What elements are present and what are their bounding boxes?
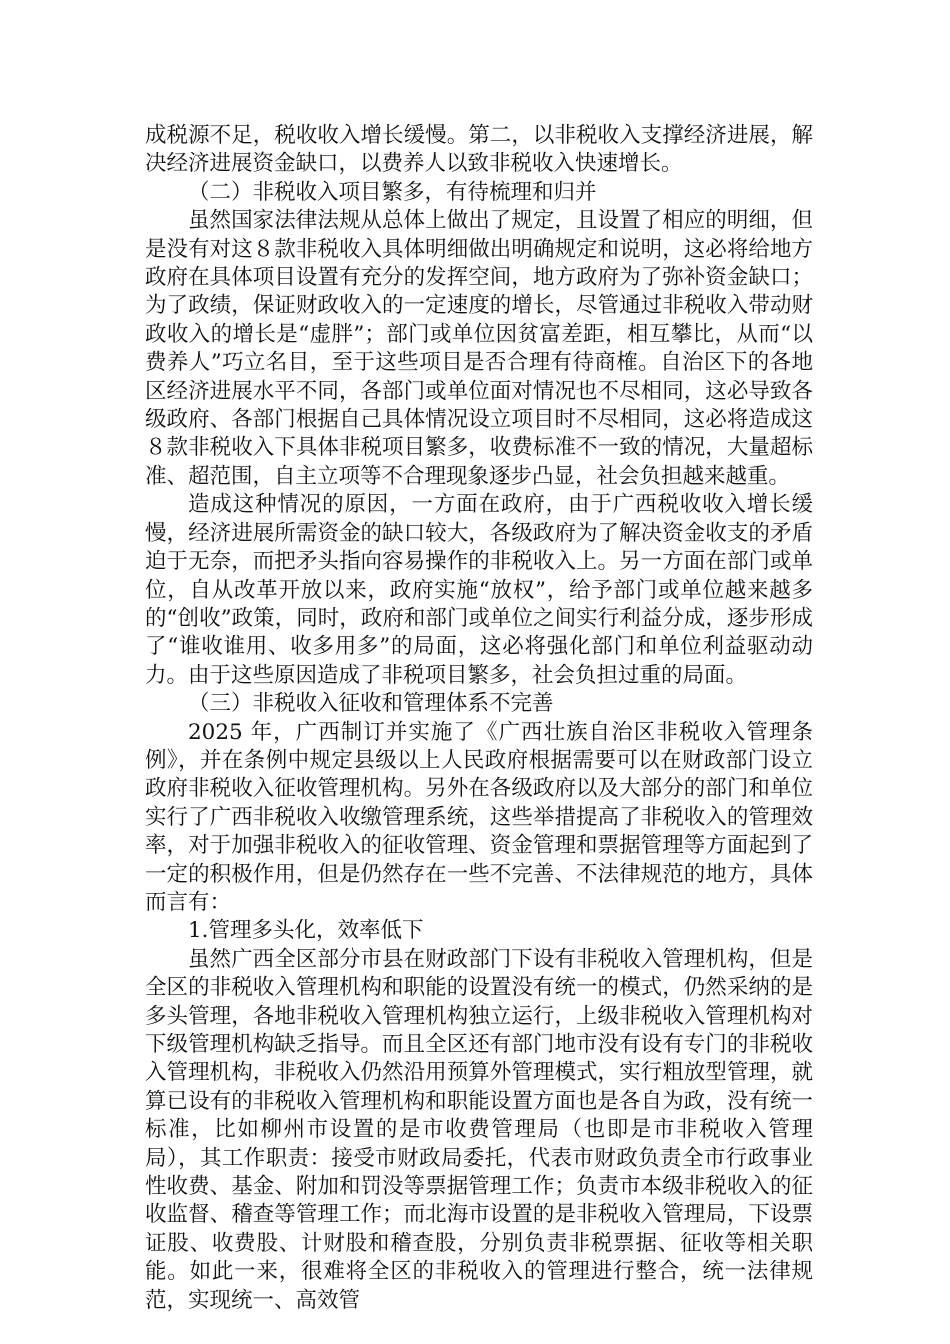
- paragraph: 造成这种情况的原因，一方面在政府，由于广西税收收入增长缓慢，经济进展所需资金的缺口较大，各级政府为了解决资金收支的矛盾迫于无奈，而把矛头指向容易操作的非税收入上。另一方面在部门或单位，自从改革开放以来，政府实施“放权”，给予部门或单位越来越多的“创收”政策，同时，政府和部门或单位之间实行利益分成，逐步形成了“谁收谁用、收多用多”的局面，这必将强化部门和单位利益驱动动力。由于这些原因造成了非税项目繁多，社会负担过重的局面。: [145, 492, 813, 688]
- paragraph: 虽然国家法律法规从总体上做出了规定，且设置了相应的明细，但是没有对这８款非税收入具体明细做出明确规定和说明，这必将给地方政府在具体项目设置有充分的发挥空间，地方政府为了弥补资金缺口；为了政绩，保证财政收入的一定速度的增长，尽管通过非税收入带动财政收入的增长是“虚胖”；部门或单位因贫富差距，相互攀比，从而“以费养人”巧立名目，至于这些项目是否合理有待商榷。自治区下的各地区经济进展水平不同，各部门或单位面对情况也不尽相同，这必导致各级政府、各部门根据自己具体情况设立项目时不尽相同，这必将造成这８款非税收入下具体非税项目繁多，收费标准不一致的情况，大量超标准、超范围，自主立项等不合理现象逐步凸显，社会负担越来越重。: [145, 208, 813, 489]
- section-heading-2: （二）非税收入项目繁多，有待梳理和归并: [188, 179, 597, 205]
- subsection-heading-1: 1.管理多头化，效率低下: [188, 918, 424, 944]
- paragraph: 虽然广西全区部分市县在财政部门下设有非税收入管理机构，但是全区的非税收入管理机构和职能的设置没有统一的模式，仍然采纳的是多头管理，各地非税收入管理机构独立运行，上级非税收入管理机构对下级管理机构缺乏指导。而且全区还有部门地市没有设有专门的非税收入管理机构，非税收入仍然沿用预算外管理模式，实行粗放型管理，就算已设有的非税收入管理机构和职能设置方面也是各自为政，没有统一标准，比如柳州市设置的是市收费管理局（也即是市非税收入管理局），其工作职责：接受市财政局委托，代表市财政负责全市行政事业性收费、基金、附加和罚没等票据管理工作；负责市本级非税收入的征收监督、稽查等管理工作；而北海市设置的是非税收入管理局，下设票证股、收费股、计财股和稽查股，分别负责非税票据、征收等相关职能。如此一来，很难将全区的非税收入的管理进行整合，统一法律规范，实现统一、高效管: [145, 946, 813, 1313]
- document-body: [145, 122, 813, 1315]
- paragraph: 2025 年，广西制订并实施了《广西壮族自治区非税收入管理条例》，并在条例中规定县级以上人民政府根据需要可以在财政部门设立政府非税收入征收管理机构。另外在各级政府以及大部分的部门和单位实行了广西非税收入收缴管理系统，这些举措提高了非税收入的管理效率，对于加强非税收入的征收管理、资金管理和票据管理等方面起到了一定的积极作用，但是仍然存在一些不完善、不法律规范的地方，具体而言有：: [145, 719, 813, 915]
- paragraph-continuation: 成税源不足，税收收入增长缓慢。第二，以非税收入支撑经济进展，解决经济进展资金缺口，以费养人以致非税收入快速增长。: [145, 123, 813, 177]
- section-heading-3: （三）非税收入征收和管理体系不完善: [188, 691, 554, 717]
